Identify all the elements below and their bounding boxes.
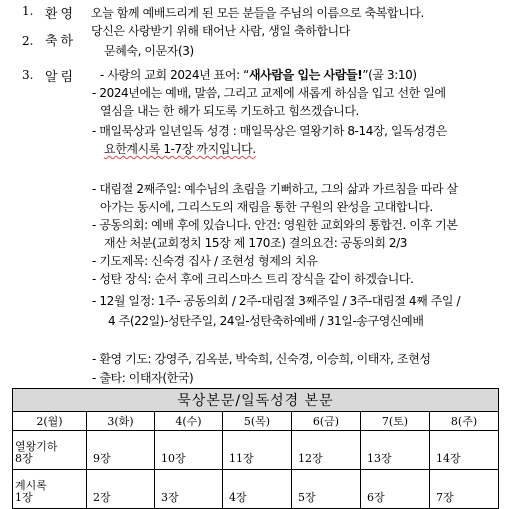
reading-cell: 4장 [223, 470, 292, 509]
meeting-line-2: 재산 처분(교회정치 15장 제 170조) 결의요건: 공동의회 2/3 [104, 236, 408, 250]
reading-cell: 10장 [155, 431, 223, 470]
motto-text: 새사람을 입는 사람들! [248, 68, 363, 82]
year-vision-line-2: 열심을 내는 한 해가 되도록 기도하고 힘쓰겠습니다. [100, 104, 359, 118]
section-number: 1. [22, 4, 34, 18]
day-header: 8(주) [430, 412, 499, 431]
reading-cell: 계시록 1장 [13, 470, 87, 509]
welcome-text: 오늘 함께 예배드리게 된 모든 분들을 주님의 이름으로 축복합니다. [91, 6, 424, 20]
christmas-decoration: - 성탄 장식: 순서 후에 크리스마스 트리 장식을 같이 하겠습니다. [92, 272, 414, 286]
birthday-names: 문혜숙, 이문자(3) [104, 44, 194, 58]
bible-reading-line-2: 요한계시록 1-7장 까지입니다. [104, 142, 256, 156]
book-name: 계시록 [15, 479, 47, 492]
day-header: 7(토) [361, 412, 430, 431]
reading-cell: 7장 [430, 470, 499, 509]
section-number: 3. [22, 68, 34, 82]
birthday-message: 당신은 사랑받기 위해 태어난 사람, 생일 축하합니다 [91, 24, 350, 38]
section-heading-announcements: 알림 [45, 70, 77, 85]
motto-line: - 사랑의 교회 2024년 표어: “새사람을 입는 사람들!”(골 3:10) [100, 68, 417, 82]
reading-cell: 6장 [361, 470, 430, 509]
day-header: 5(목) [223, 412, 292, 431]
meeting-line-1: - 공동의회: 예배 후에 있습니다. 안건: 영원한 교회와의 통합건. 이후 기본 [92, 218, 458, 232]
reading-cell: 3장 [155, 470, 223, 509]
reading-cell: 열왕기하 8장 [13, 431, 87, 470]
day-header: 2(월) [13, 412, 87, 431]
section-heading-welcome: 환영 [45, 7, 77, 22]
year-vision-line-1: - 2024년에는 예배, 말씀, 그리고 교제에 새롭게 하심을 입고 선한 일에 [92, 86, 446, 100]
reading-cell: 13장 [361, 431, 430, 470]
december-schedule-line-2: 4 주(22일)-성탄주일, 24일-성탄축하예배 / 31일-송구영신예배 [108, 314, 424, 328]
section-number: 2. [22, 34, 34, 48]
day-header: 6(금) [292, 412, 361, 431]
leaving-notice: - 출타: 이태자(한국) [92, 371, 194, 385]
book-name: 열왕기하 [15, 440, 58, 453]
welcome-prayer: - 환영 기도: 강영주, 김옥분, 박숙희, 신숙경, 이승희, 이태자, 조현성 [92, 352, 431, 366]
reading-table-title: 묵상본문/일독성경 본문 [13, 389, 499, 412]
day-header: 3(화) [87, 412, 155, 431]
reading-cell: 2장 [87, 470, 155, 509]
day-header: 4(수) [155, 412, 223, 431]
reading-cell: 11장 [223, 431, 292, 470]
table-row [13, 431, 499, 470]
table-row [13, 412, 499, 431]
reading-table [12, 388, 498, 509]
table-row [13, 470, 499, 509]
reading-cell: 9장 [87, 431, 155, 470]
reading-cell: 12장 [292, 431, 361, 470]
bible-reading-line-1: - 매일묵상과 일년일독 성경 : 매일묵상은 열왕기하 8-14장, 일독성경은 [92, 124, 447, 138]
prayer-subject: - 기도제목: 신숙경 집사 / 조현성 형제의 치유 [92, 254, 318, 268]
reading-cell: 5장 [292, 470, 361, 509]
december-schedule-line-1: - 12월 일정: 1주- 공동의회 / 2주-대림절 3째주일 / 3주-대림절 4째 주일 / [92, 294, 461, 308]
advent-line-2: 아가는 동시에, 그리스도의 재림을 통한 구원의 완성을 고대합니다. [100, 200, 433, 214]
reading-cell: 14장 [430, 431, 499, 470]
advent-line-1: - 대림절 2째주일: 예수님의 초림을 기뻐하고, 그의 삶과 가르침을 따라 살 [92, 182, 458, 196]
section-heading-congratulations: 축하 [45, 34, 77, 49]
